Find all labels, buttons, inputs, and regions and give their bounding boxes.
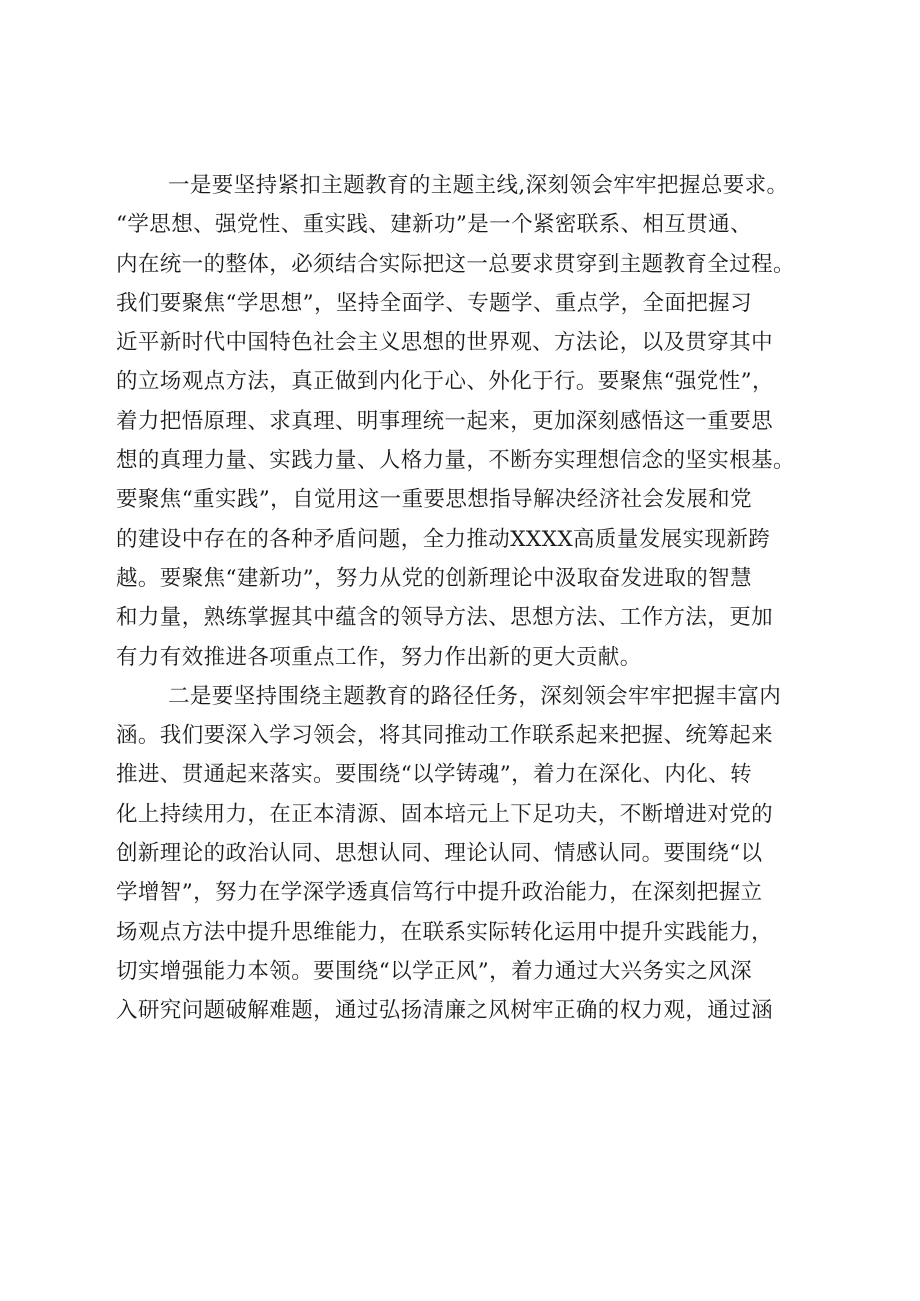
- text-line: 要聚焦“重实践”，自觉用这一重要思想指导解决经济社会发展和党: [116, 487, 752, 513]
- text-line: 切实增强能力本领。要围绕“以学正风”，着力通过大兴务实之风深: [116, 958, 752, 984]
- text-line: 着力把悟原理、求真理、明事理统一起来，更加深刻感悟这一重要思: [116, 408, 774, 434]
- text-line: 一是要坚持紧扣主题教育的主题主线,深刻领会牢牢把握总要求。: [168, 173, 789, 198]
- text-line: 涵。我们要深入学习领会，将其同推动工作联系起来把握、统筹起来: [116, 723, 774, 749]
- text-line: “学思想、强党性、重实践、建新功”是一个紧密联系、相互贯通、: [116, 212, 752, 238]
- text-line: 场观点方法中提升思维能力，在联系实际转化运用中提升实践能力，: [116, 919, 774, 945]
- text-line: 二是要坚持围绕主题教育的路径任务，深刻领会牢牢把握丰富内: [168, 683, 782, 709]
- document-body: [116, 166, 822, 1031]
- text-line: 的立场观点方法，真正做到内化于心、外化于行。要聚焦“强党性”，: [116, 369, 774, 395]
- text-line: 有力有效推进各项重点工作，努力作出新的更大贡献。: [116, 644, 642, 670]
- text-line: 近平新时代中国特色社会主义思想的世界观、方法论，以及贯穿其中: [116, 330, 774, 356]
- text-line: 内在统一的整体，必须结合实际把这一总要求贯穿到主题教育全过程。: [116, 251, 795, 277]
- text-line: 推进、贯通起来落实。要围绕“以学铸魂”，着力在深化、内化、转: [116, 762, 752, 788]
- text-line: 的建设中存在的各种矛盾问题，全力推动XXXX高质量发展实现新跨: [116, 526, 771, 552]
- text-line: 化上持续用力，在正本清源、固本培元上下足功夫，不断增进对党的: [116, 801, 774, 827]
- text-line: 越。要聚焦“建新功”，努力从党的创新理论中汲取奋发进取的智慧: [116, 565, 752, 591]
- paragraph-2: [116, 677, 822, 1031]
- text-line: 入研究问题破解难题，通过弘扬清廉之风树牢正确的权力观，通过涵: [116, 998, 774, 1024]
- paragraph-1: [116, 166, 822, 677]
- text-line: 想的真理力量、实践力量、人格力量，不断夯实理想信念的坚实根基。: [116, 448, 795, 474]
- text-line: 我们要聚焦“学思想”，坚持全面学、专题学、重点学，全面把握习: [116, 290, 752, 316]
- text-line: 和力量，熟练掌握其中蕴含的领导方法、思想方法、工作方法，更加: [116, 605, 774, 631]
- text-line: 学增智”，努力在学深学透真信笃行中提升政治能力，在深刻把握立: [116, 880, 763, 906]
- text-line: 创新理论的政治认同、思想认同、理论认同、情感认同。要围绕“以: [116, 841, 763, 867]
